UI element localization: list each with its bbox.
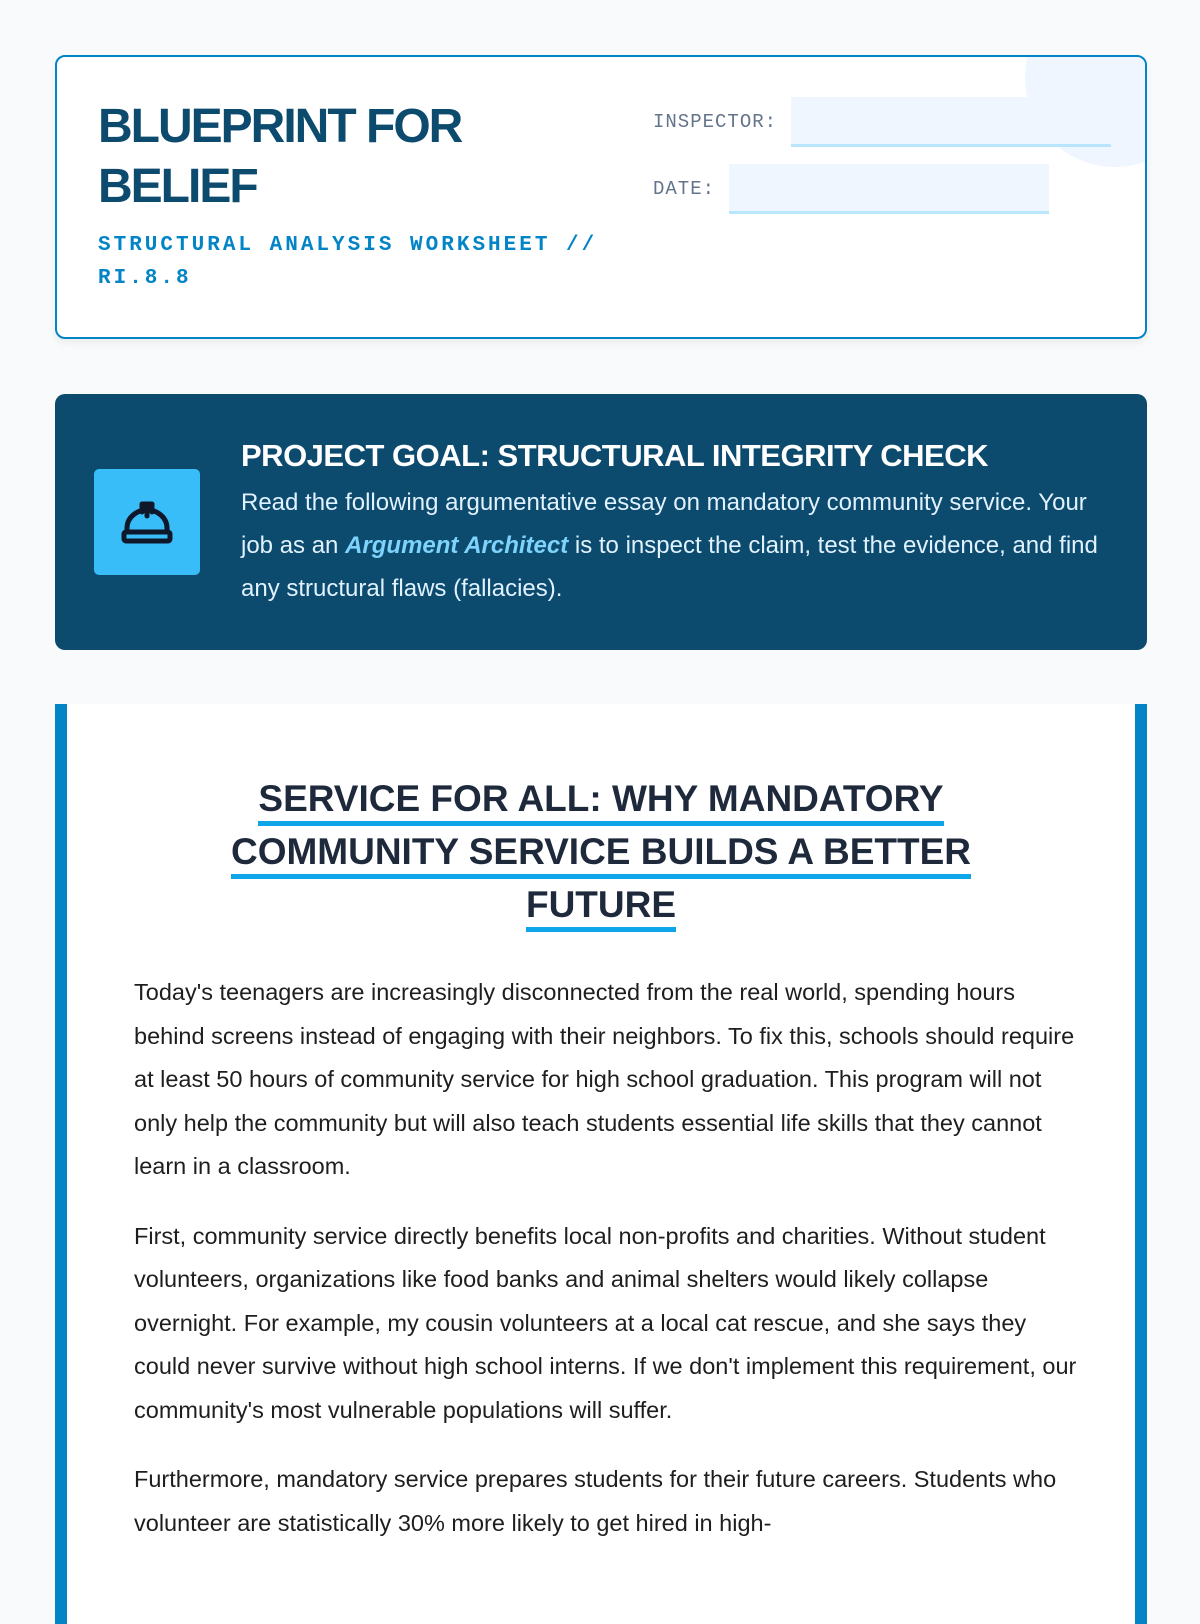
essay-title	[167, 772, 1035, 931]
essay-title-line: COMMUNITY SERVICE BUILDS A BETTER	[231, 831, 971, 879]
hard-hat-icon	[94, 469, 200, 575]
inspector-label: INSPECTOR:	[653, 111, 778, 133]
date-field	[653, 164, 1049, 214]
essay-title-line: SERVICE FOR ALL: WHY MANDATORY	[258, 778, 943, 826]
essay-card	[55, 704, 1147, 1624]
date-label: DATE:	[653, 178, 716, 200]
essay-paragraph: First, community service directly benefits local non-profits and charities. Without student volunteers, organizations like food banks and animal shelters would likely collapse overnight. For example, my cousin volunteers at a local cat rescue, and she says they could never survive without high school interns. If we don't implement this requirement, our community's most vulnerable populations will suffer.	[134, 1222, 1077, 1423]
worksheet-subtitle: STRUCTURAL ANALYSIS WORKSHEET // RI.8.8	[98, 234, 598, 290]
worksheet-title: BLUEPRINT FOR BELIEF	[98, 100, 462, 213]
goal-description	[241, 481, 1101, 610]
essay-paragraph: Furthermore, mandatory service prepares students for their future careers. Students who volunteer are statistically 30% more likely to get hired in high-	[134, 1466, 1057, 1536]
inspector-field	[653, 97, 1111, 147]
project-goal-panel	[55, 394, 1147, 650]
worksheet-header	[55, 55, 1147, 339]
goal-heading: PROJECT GOAL: STRUCTURAL INTEGRITY CHECK	[241, 438, 988, 473]
goal-text: Read the following argumentative essay on mandatory community service. Your job as an	[241, 489, 1087, 559]
date-input[interactable]	[729, 164, 1049, 214]
inspector-input[interactable]	[791, 97, 1111, 147]
argument-architect-highlight: Argument Architect	[345, 532, 569, 559]
essay-title-line: FUTURE	[526, 884, 676, 932]
goal-text: is to inspect the claim, test the evidence, and find any structural flaws (fallacies).	[241, 532, 1098, 602]
essay-paragraph: Today's teenagers are increasingly disconnected from the real world, spending hours behind screens instead of engaging with their neighbors. To fix this, schools should require at least 50 hours of community service for high school graduation. This program will not only help the community but will also teach students essential life skills that they cannot learn in a classroom.	[134, 979, 1075, 1179]
essay-body	[134, 971, 1079, 1545]
